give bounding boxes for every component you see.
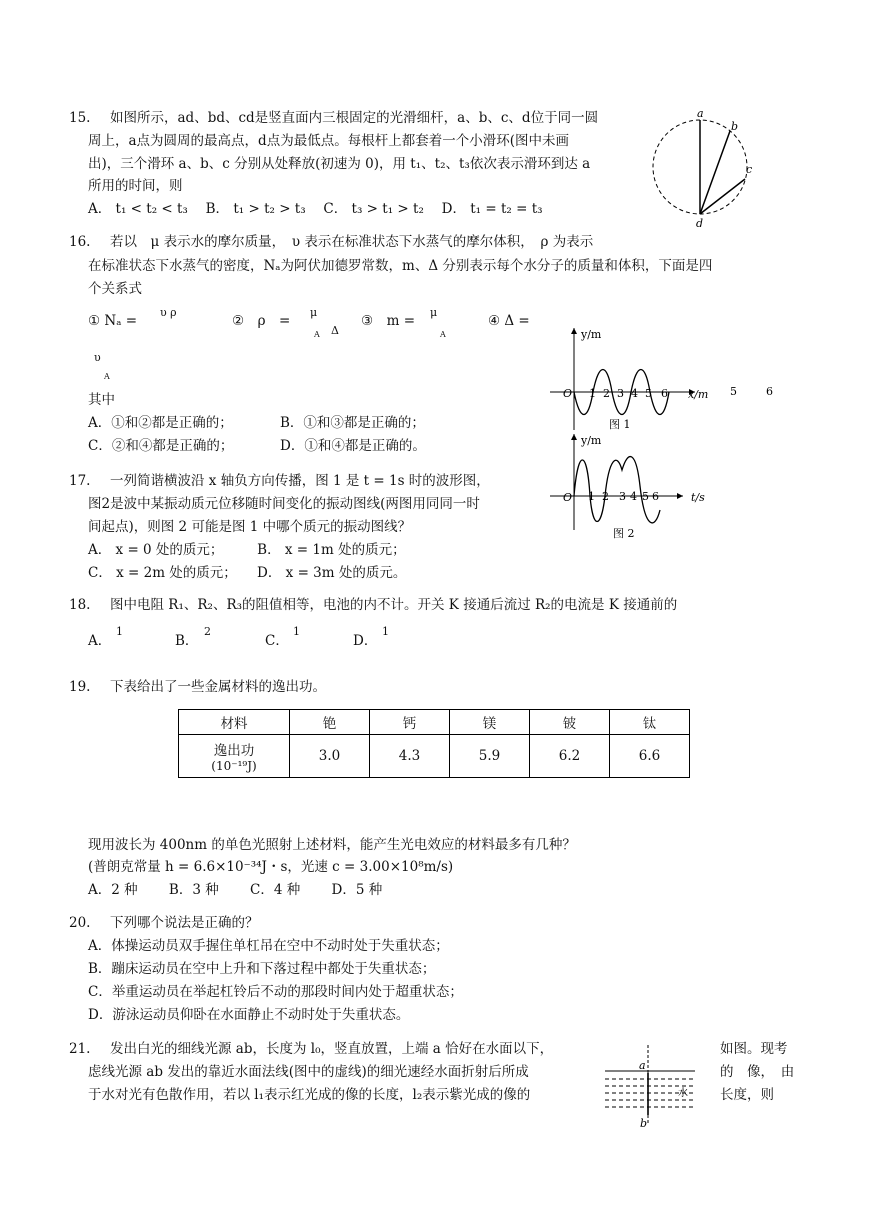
label-c: c — [746, 163, 753, 176]
fig2-ylabel: y/m — [581, 434, 602, 447]
fig2-origin: O — [563, 491, 573, 504]
q16-relation1: ① Nₐ = — [88, 313, 138, 329]
q17-number: 17. — [69, 473, 91, 489]
q18-option-b: B． — [175, 633, 199, 649]
fig2-tick-6: 6 — [652, 490, 659, 503]
work-function-table — [178, 709, 690, 778]
fig2-y-arrow — [571, 434, 577, 440]
q18-option-b-num: 2 — [204, 625, 211, 638]
q19-line1: 下表给出了一些金属材料的逸出功。 — [110, 679, 326, 695]
q19-line3: (普朗克常量 h = 6.6×10⁻³⁴J・s，光速 c = 3.00×10⁸m/s) — [88, 859, 454, 875]
q15-line1: 如图所示，ad、bd、cd是竖直面内三根固定的光滑细杆，a、b、c、d位于同一圆 — [110, 110, 599, 126]
q18-option-c-num: 1 — [293, 625, 300, 638]
q21-line1: 发出白光的细线光源 ab，长度为 l₀，竖直放置，上端 a 恰好在水面以下， — [110, 1041, 554, 1057]
q16-line3: 个关系式 — [88, 281, 142, 297]
q16-option-b: B．①和③都是正确的； — [280, 415, 425, 431]
fig1-tick-5: 5 — [645, 387, 652, 400]
q16-qizhong: 其中 — [88, 392, 115, 408]
label-b: b — [731, 120, 739, 133]
label-b: b — [640, 1117, 648, 1130]
q20-option-b: B．蹦床运动员在空中上升和下落过程中都处于失重状态； — [88, 961, 436, 977]
figure-2-vibration-graph — [545, 430, 715, 544]
q21-line1-right: 如图。现考 — [720, 1041, 788, 1057]
table-row-label — [179, 735, 290, 778]
q19-options: A．2 种 B．3 种 C．4 种 D．5 种 — [88, 882, 383, 898]
label-a: a — [697, 107, 704, 120]
fig2-xlabel: t/s — [691, 491, 705, 504]
fig1-extra-6: 6 — [766, 385, 773, 398]
q16-relation2-num: μ — [310, 306, 318, 319]
fig1-xlabel: x/m — [688, 388, 709, 401]
table-header-mg: 镁 — [450, 710, 530, 735]
fig1-tick-4: 4 — [631, 387, 638, 400]
q15-line3: 出)，三个滑环 a、b、c 分别从处释放(初速为 0)，用 t₁、t₂、t₃依次表示滑环到达 a — [88, 156, 591, 172]
fig1-tick-2: 2 — [603, 387, 610, 400]
row-label-line2: (10⁻¹⁹J) — [211, 759, 257, 773]
fig2-tick-2: 2 — [602, 490, 609, 503]
q16-relation3-sub: A — [440, 330, 446, 339]
q21-line3: 于水对光有色散作用，若以 l₁表示红光成的像的长度，l₂表示紫光成的像的 — [88, 1087, 531, 1103]
q16-line2: 在标准状态下水蒸气的密度，Nₐ为阿伏加德罗常数，m、Δ 分别表示每个水分子的质量和体积，下面是四 — [88, 258, 713, 274]
q16-relation2: ② ρ = — [232, 313, 291, 329]
q16-line1: 若以 μ 表示水的摩尔质量， υ 表示在标准状态下水蒸气的摩尔体积， ρ 为表示 — [110, 234, 594, 250]
table-header-be: 铍 — [530, 710, 610, 735]
q16-relation4: ④ Δ = — [488, 313, 530, 329]
label-a: a — [639, 1059, 646, 1072]
q18-option-d: D． — [353, 633, 378, 649]
q20-number: 20. — [69, 915, 91, 931]
q16-relation3: ③ m = — [361, 313, 416, 329]
row-label-line1: 逸出功 — [213, 743, 255, 759]
q15-options: A． t₁ < t₂ < t₃ B． t₁ > t₂ > t₃ C． t₃ > t₁ > t₂ D． t₁ = t₂ = t₃ — [88, 201, 543, 217]
table-header-ca: 钙 — [370, 710, 450, 735]
q20-option-c: C．举重运动员在举起杠铃后不动的那段时间内处于超重状态； — [88, 984, 463, 1000]
q17-line2: 图2是波中某振动质元位移随时间变化的振动图线(两图用同同一时 — [88, 496, 480, 512]
fig2-tick-4: 4 — [630, 490, 637, 503]
fig1-origin: O — [563, 387, 573, 400]
q17-line3: 间起点)，则图 2 可能是图 1 中哪个质元的振动图线？ — [88, 519, 412, 535]
q15-circle-figure — [650, 105, 760, 230]
fig1-ylabel: y/m — [581, 328, 602, 341]
table-cell-ca: 4.3 — [370, 735, 450, 778]
q19-number: 19. — [69, 679, 91, 695]
q18-line1: 图中电阻 R₁、R₂、R₃的阻值相等，电池的内不计。开关 K 接通后流过 R₂的电流是 K 接通前的 — [110, 597, 678, 613]
q15-number: 15. — [69, 110, 91, 126]
table-cell-ti: 6.6 — [610, 735, 690, 778]
q16-option-c: C．②和④都是正确的； — [88, 438, 234, 454]
fig2-t-arrow — [677, 493, 683, 499]
q15-line4: 所用的时间，则 — [88, 178, 183, 194]
q19-line2: 现用波长为 400nm 的单色光照射上述材料，能产生光电效应的材料最多有几种？ — [88, 837, 576, 853]
q21-line2: 虑线光源 ab 发出的靠近水面法线(图中的虚线)的细光速经水面折射后所成 — [88, 1064, 529, 1080]
q16-relation4-num: υ — [94, 351, 101, 364]
fig1-caption: 图 1 — [609, 418, 631, 431]
table-cell-mg: 5.9 — [450, 735, 530, 778]
q21-water-figure — [600, 1045, 700, 1130]
fig1-extra-5: 5 — [730, 385, 737, 398]
q18-option-a: A． — [88, 633, 112, 649]
q21-line3-right: 长度，则 — [720, 1087, 774, 1103]
q17-line1: 一列简谐横波沿 x 轴负方向传播，图 1 是 t = 1s 时的波形图， — [110, 473, 490, 489]
table-cell-cs: 3.0 — [290, 735, 370, 778]
figure-1-wave-graph — [545, 322, 785, 434]
q16-relation2-den: Δ — [331, 324, 339, 337]
table-header-material: 材料 — [179, 710, 290, 735]
fig1-tick-3: 3 — [617, 387, 624, 400]
q16-relation3-num: μ — [430, 306, 438, 319]
q16-relation1-num: υ ρ — [160, 306, 177, 319]
table-cell-be: 6.2 — [530, 735, 610, 778]
q18-option-d-num: 1 — [382, 625, 389, 638]
table-row — [179, 735, 690, 778]
label-water: 水 — [678, 1088, 688, 1099]
fig1-y-arrow — [571, 328, 577, 334]
label-d: d — [696, 217, 704, 230]
table-header-row — [179, 710, 690, 735]
q17-options-cd: C． x = 2m 处的质元； D． x = 3m 处的质元。 — [88, 565, 407, 581]
q18-option-a-num: 1 — [116, 625, 123, 638]
fig2-caption: 图 2 — [613, 527, 635, 540]
q18-option-c: C． — [265, 633, 289, 649]
q20-line1: 下列哪个说法是正确的？ — [110, 915, 259, 931]
fig2-tick-1: 1 — [588, 490, 595, 503]
q16-relation4-sub: A — [104, 372, 110, 381]
fig1-tick-1: 1 — [589, 387, 596, 400]
q15-line2: 周上，a点为圆周的最高点，d点为最低点。每根杆上都套着一个小滑环(图中未画 — [88, 133, 569, 149]
q16-option-a: A．①和②都是正确的； — [88, 415, 233, 431]
q17-options-ab: A． x = 0 处的质元； B． x = 1m 处的质元； — [88, 542, 406, 558]
fig1-tick-6: 6 — [661, 387, 668, 400]
q20-option-a: A．体操运动员双手握住单杠吊在空中不动时处于失重状态； — [88, 938, 449, 954]
q18-number: 18. — [69, 597, 91, 613]
table-header-cs: 铯 — [290, 710, 370, 735]
q20-option-d: D．游泳运动员仰卧在水面静止不动时处于失重状态。 — [88, 1007, 410, 1023]
q16-relation2-sub: A — [314, 330, 320, 339]
q16-option-d: D．①和④都是正确的。 — [280, 438, 426, 454]
fig2-tick-5: 5 — [642, 490, 649, 503]
q21-number: 21. — [69, 1041, 91, 1057]
q21-line2-right: 的 像， 由 — [720, 1064, 795, 1080]
table-header-ti: 钛 — [610, 710, 690, 735]
fig2-tick-3: 3 — [619, 490, 626, 503]
q16-number: 16. — [69, 234, 91, 250]
